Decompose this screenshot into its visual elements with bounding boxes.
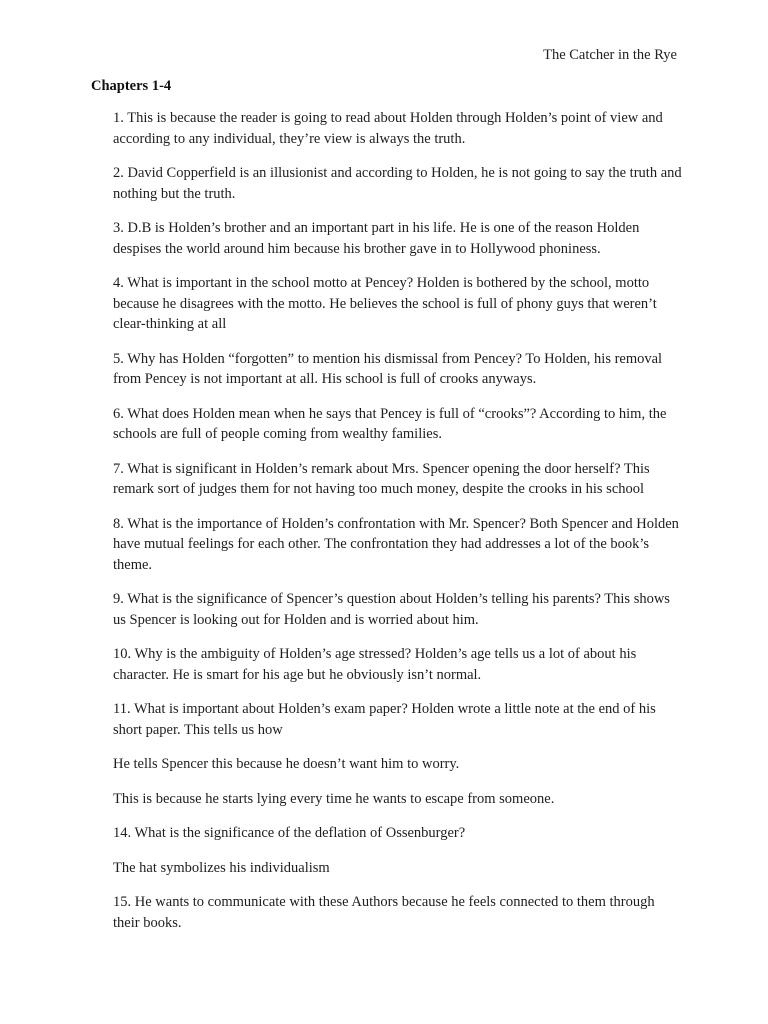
answer-paragraph: 3. D.B is Holden’s brother and an important part in his life. He is one of the reason Holden despises the world around him because his brother gave in to Hollywood phoniness. [113,220,640,257]
answer-paragraph: 11. What is important about Holden’s exam paper? Holden wrote a little note at the end of his short paper. This tells us how [113,701,656,738]
answer-paragraph: 14. What is the significance of the deflation of Ossenburger? [113,825,466,841]
answer-paragraph: He tells Spencer this because he doesn’t want him to worry. [113,756,460,772]
answer-paragraph: 6. What does Holden mean when he says that Pencey is full of “crooks”? According to him, the schools are full of people coming from wealthy families. [113,405,667,442]
answer-paragraph: 8. What is the importance of Holden’s confrontation with Mr. Spencer? Both Spencer and Holden have mutual feelings for each other. The confrontation they had addresses a lot of the book’s theme. [113,515,679,573]
answer-paragraph: 15. He wants to communicate with these Authors because he feels connected to them through their books. [113,894,655,931]
answer-paragraph: 1. This is because the reader is going to read about Holden through Holden’s point of view and according to any individual, they’re view is always the truth. [113,110,663,147]
answer-paragraph: 4. What is important in the school motto at Pencey? Holden is bothered by the school, motto because he disagrees with the motto. He believes the school is full of phony guys that weren’t clear-thinking at all [113,275,657,332]
answer-paragraph: 7. What is significant in Holden’s remark about Mrs. Spencer opening the door herself? This remark sort of judges them for not having too much money, despite the crooks in his school [113,460,650,497]
answers-list [113,108,683,947]
answer-paragraph: 10. Why is the ambiguity of Holden’s age stressed? Holden’s age tells us a lot of about his character. He is smart for his age but he obviously isn’t normal. [113,646,637,683]
answer-paragraph: 9. What is the significance of Spencer’s question about Holden’s telling his parents? This shows us Spencer is looking out for Holden and is worried about him. [113,591,670,628]
answer-paragraph: 2. David Copperfield is an illusionist and according to Holden, he is not going to say the truth and nothing but the truth. [113,165,682,202]
answer-paragraph: This is because he starts lying every time he wants to escape from someone. [113,790,555,807]
section-title: Chapters 1-4 [91,78,172,94]
answer-paragraph: The hat symbolizes his individualism [113,859,330,876]
answer-paragraph: 5. Why has Holden “forgotten” to mention his dismissal from Pencey? To Holden, his removal from Pencey is not important at all. His school is full of crooks anyways. [113,350,663,387]
running-header: The Catcher in the Rye [543,47,677,63]
